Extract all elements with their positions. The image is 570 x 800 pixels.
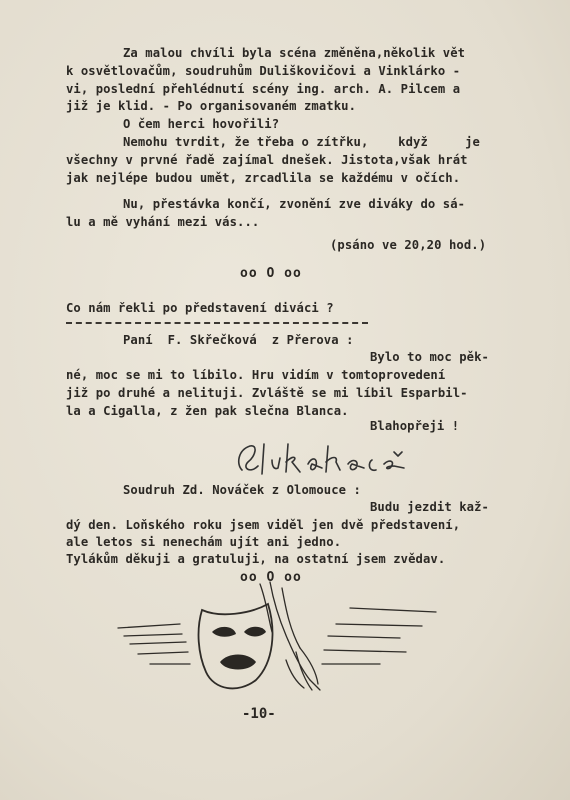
testimonial-line: né, moc se mi to líbilo. Hru vidím v tomtoprovedení xyxy=(66,368,446,382)
report-line: k osvětlovačům, soudruhům Duliškovičovi a Vinklárko - xyxy=(66,64,461,78)
speaker-name: Soudruh Zd. Nováček z Olomouce : xyxy=(123,483,361,497)
testimonial-line: ale letos si nenechám ujít ani jedno. xyxy=(66,535,342,549)
handwritten-signature xyxy=(228,440,438,486)
report-line: Nu, přestávka končí, zvonění zve diváky do sá- xyxy=(123,197,466,211)
section-heading: Co nám řekli po představení diváci ? xyxy=(66,301,334,315)
written-time-note: (psáno ve 20,20 hod.) xyxy=(330,238,487,252)
divider-ornament: oo O oo xyxy=(240,570,302,585)
report-line: všechny v prvné řadě zajímal dnešek. Jistota,však hrát xyxy=(66,153,468,167)
report-line: jak nejlépe budou umět, zrcadlila se každému v očích. xyxy=(66,171,461,185)
report-line: lu a mě vyhání mezi vás... xyxy=(66,215,260,229)
theatre-mask-drawing xyxy=(110,580,450,700)
page-number: -10- xyxy=(242,706,276,722)
testimonial-line: Budu jezdit kaž- xyxy=(370,500,489,514)
report-line: Za malou chvíli byla scéna změněna,několik vět xyxy=(123,46,466,60)
heading-underline xyxy=(66,322,368,324)
testimonial-line: Blahopřeji ! xyxy=(370,419,460,433)
report-line: O čem herci hovořili? xyxy=(123,117,280,131)
testimonial-line: dý den. Loňského roku jsem viděl jen dvě představení, xyxy=(66,518,461,532)
report-line: vi, poslední přehlédnutí scény ing. arch. A. Pilcem a xyxy=(66,82,461,96)
speaker-name: Paní F. Skřečková z Přerova : xyxy=(123,333,354,347)
testimonial-line: již po druhé a nelituji. Zvláště se mi líbil Esparbil- xyxy=(66,386,468,400)
testimonial-line: la a Cigalla, z žen pak slečna Blanca. xyxy=(66,404,349,418)
testimonial-line: Tylákům děkuji a gratuluji, na ostatní jsem zvědav. xyxy=(66,552,446,566)
report-line: Nemohu tvrdit, že třeba o zítřku, když je xyxy=(123,135,480,149)
divider-ornament: oo O oo xyxy=(240,266,302,281)
report-line: již je klid. - Po organisovaném zmatku. xyxy=(66,99,357,113)
testimonial-line: Bylo to moc pěk- xyxy=(370,350,489,364)
